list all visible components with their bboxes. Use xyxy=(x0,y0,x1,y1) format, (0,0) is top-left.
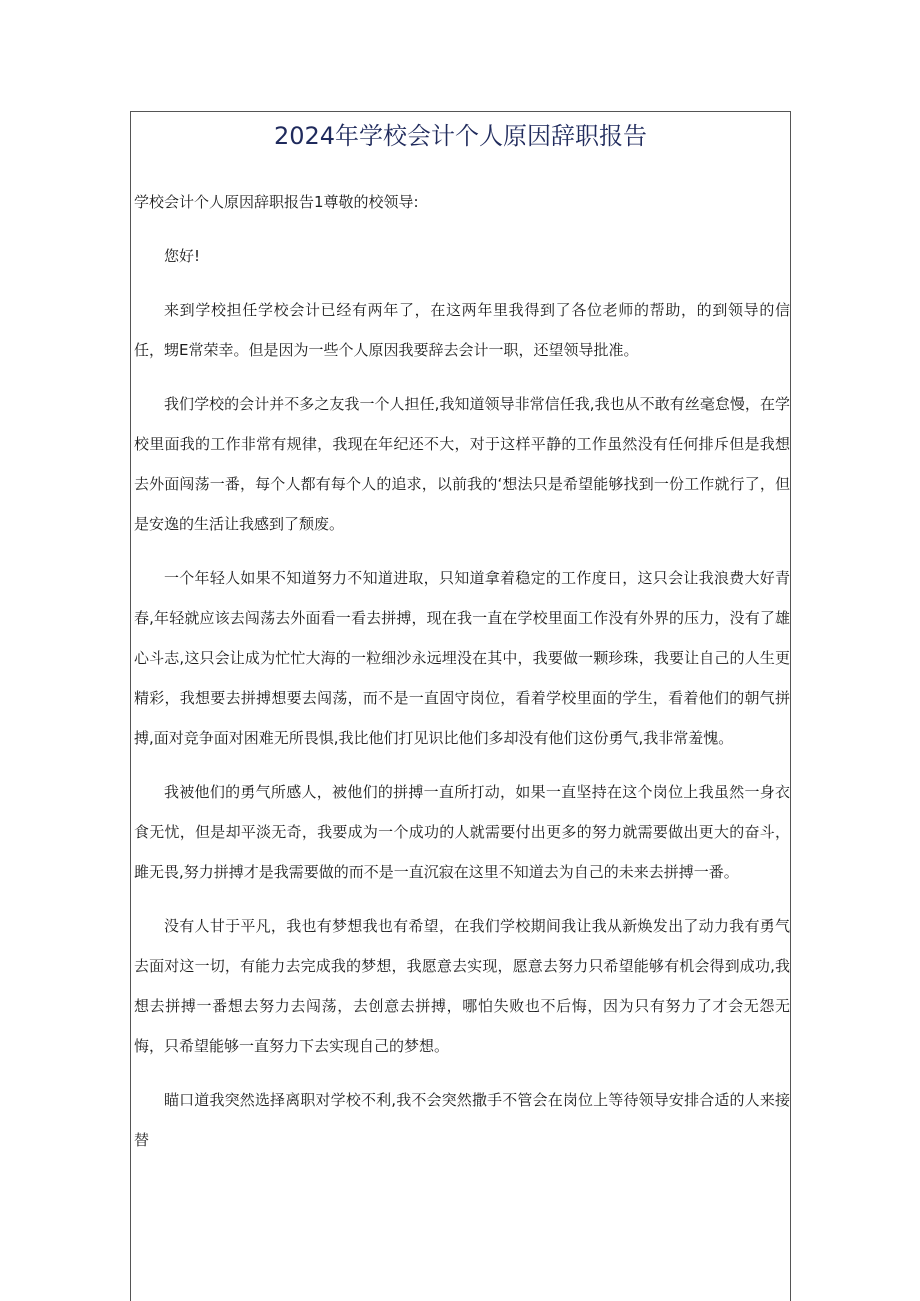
greeting: 您好! xyxy=(164,247,201,265)
paragraph: 没有人甘于平凡，我也有梦想我也有希望，在我们学校期间我让我从新焕发出了动力我有勇气去面对这一切，有能力去完成我的梦想，我愿意去实现，愿意去努力只希望能够有机会得到成功,我想去拼搏一番想去努力去闯荡，去创意去拼搏，哪怕失败也不后悔，因为只有努力了才会无怨无悔，只希望能够一直努力下去实现自己的梦想。 xyxy=(134,917,790,1055)
paragraph: 我被他们的勇气所感人，被他们的拼搏一直所打动，如果一直坚持在这个岗位上我虽然一身衣食无忧，但是却平淡无奇，我要成为一个成功的人就需要付出更多的努力就需要做出更大的奋斗，雎无畏,努力拼搏才是我需要做的而不是一直沉寂在这里不知道去为自己的未来去拼搏一番。 xyxy=(134,783,790,881)
paragraph: 来到学校担任学校会计已经有两年了，在这两年里我得到了各位老师的帮助，的到领导的信任，甥E常荣幸。但是因为一些个人原因我要辞去会计一职，还望领导批准。 xyxy=(134,301,790,359)
document-body xyxy=(134,182,790,1174)
paragraph: 瞄口道我突然选择离职对学校不利,我不会突然撒手不管会在岗位上等待领导安排合适的人来接替 xyxy=(134,1091,790,1149)
paragraph: 一个年轻人如果不知道努力不知道进取，只知道拿着稳定的工作度日，这只会让我浪费大好青春,年轻就应该去闯荡去外面看一看去拼搏，现在我一直在学校里面工作没有外界的压力，没有了雄心斗志,这只会让成为忙忙大海的一粒细沙永远埋没在其中，我要做一颗珍珠，我要让自己的人生更精彩，我想要去拼搏想要去闯荡，而不是一直固守岗位，看着学校里面的学生，看着他们的朝气拼搏,面对竞争面对困难无所畏惧,我比他们打见识比他们多却没有他们这份勇气,我非常羞愧。 xyxy=(134,569,790,747)
paragraph: 我们学校的会计并不多之友我一个人担任,我知道领导非常信任我,我也从不敢有丝毫怠慢，在学校里面我的工作非常有规律，我现在年纪还不大，对于这样平静的工作虽然没有任何排斥但是我想去外面闯荡一番，每个人都有每个人的追求，以前我的‘想法只是希望能够找到一份工作就行了，但是安逸的生活让我感到了颓废。 xyxy=(134,395,790,533)
opening-line: 学校会计个人原因辞职报告1尊敬的校领导: xyxy=(134,193,419,211)
document-title: 2024年学校会计个人原因辞职报告 xyxy=(273,122,648,150)
